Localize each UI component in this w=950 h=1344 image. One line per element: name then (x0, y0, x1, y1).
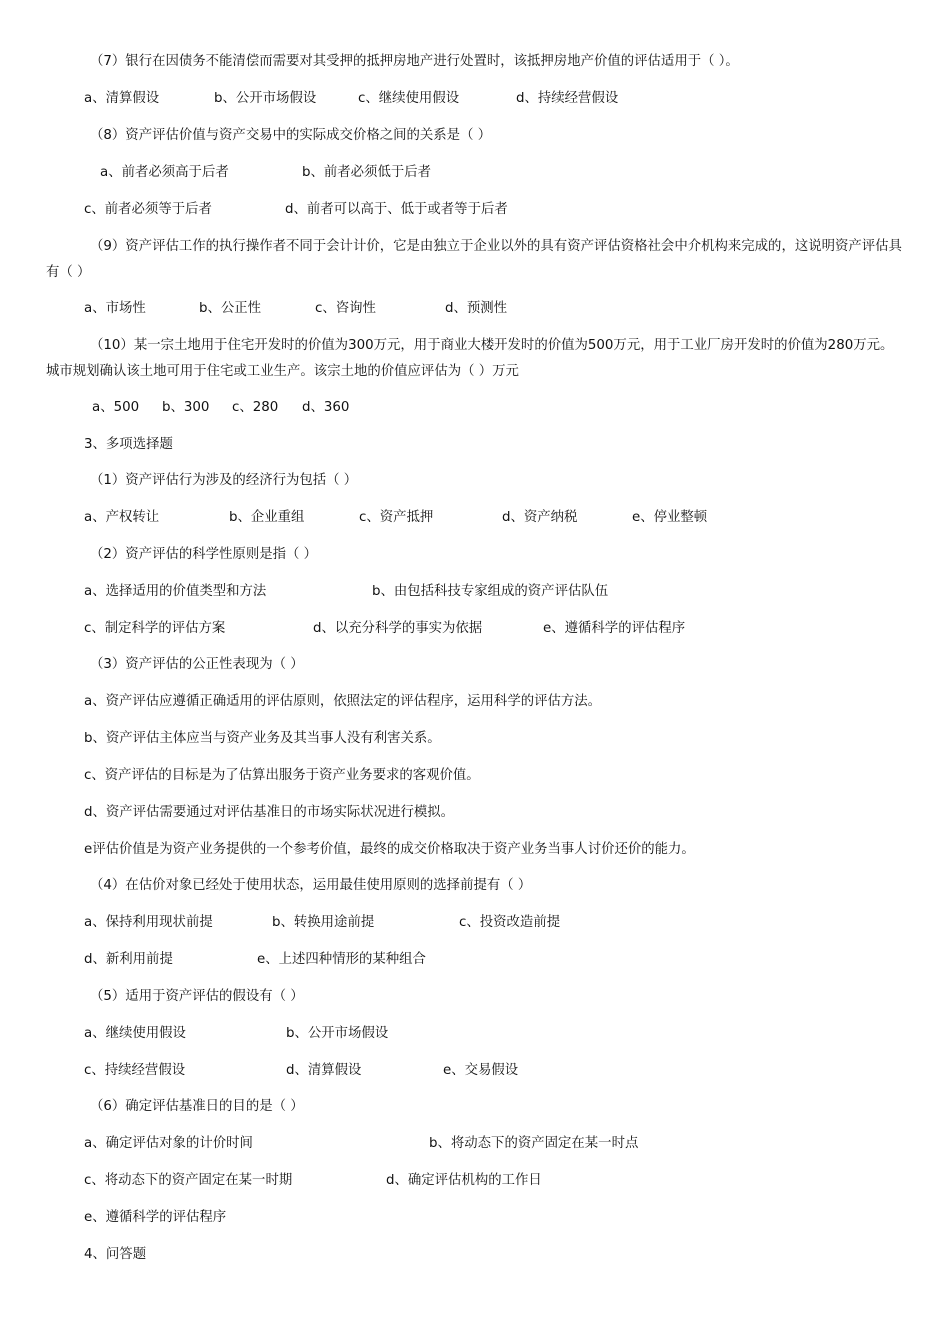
m5-option-a: a、继续使用假设 (84, 1026, 186, 1041)
m1-option-b: b、企业重组 (229, 510, 305, 525)
m5-option-c: c、持续经营假设 (84, 1063, 186, 1078)
m2-option-b: b、由包括科技专家组成的资产评估队伍 (372, 584, 609, 599)
q7-option-c: c、继续使用假设 (358, 91, 460, 106)
multi-question-3-stem: （3）资产评估的公正性表现为（ ） (90, 657, 304, 672)
m4-option-d: d、新利用前提 (84, 952, 173, 967)
q8-option-b: b、前者必须低于后者 (302, 165, 432, 180)
m4-option-c: c、投资改造前提 (459, 915, 561, 930)
multi-question-2-stem: （2）资产评估的科学性原则是指（ ） (90, 547, 318, 562)
m4-option-b: b、转换用途前提 (272, 915, 375, 930)
q9-option-a: a、市场性 (84, 301, 146, 316)
multi-question-1-stem: （1）资产评估行为涉及的经济行为包括（ ） (90, 473, 358, 488)
q7-option-b: b、公开市场假设 (214, 91, 317, 106)
q7-option-d: d、持续经营假设 (516, 91, 619, 106)
m3-option-b: b、资产评估主体应当与资产业务及其当事人没有利害关系。 (84, 731, 441, 746)
q10-option-b: b、300 (162, 400, 210, 415)
m3-option-e: e评估价值是为资产业务提供的一个参考价值，最终的成交价格取决于资产业务当事人讨价还价的能力。 (84, 842, 695, 857)
q10-option-a: a、500 (92, 400, 140, 415)
q7-option-a: a、清算假设 (84, 91, 160, 106)
m5-option-d: d、清算假设 (286, 1063, 362, 1078)
m1-option-d: d、资产纳税 (502, 510, 578, 525)
question-10-stem: （10）某一宗土地用于住宅开发时的价值为300万元，用于商业大楼开发时的价值为500万元，用于工业厂房开发时的价值为280万元。城市规划确认该土地可用于住宅或工业生产。该宗土地的价值应评估为（ ）万元 (46, 338, 894, 379)
m3-option-d: d、资产评估需要通过对评估基准日的市场实际状况进行模拟。 (84, 805, 455, 820)
q8-option-a: a、前者必须高于后者 (100, 165, 229, 180)
multi-question-6-stem: （6）确定评估基准日的目的是（ ） (90, 1099, 304, 1114)
q9-option-b: b、公正性 (199, 301, 262, 316)
q10-option-d: d、360 (302, 400, 350, 415)
m1-option-c: c、资产抵押 (359, 510, 434, 525)
q10-option-c: c、280 (232, 400, 279, 415)
question-7-stem: （7）银行在因债务不能清偿而需要对其受押的抵押房地产进行处置时，该抵押房地产价值的评估适用于（ ）。 (90, 54, 739, 69)
m6-option-a: a、确定评估对象的计价时间 (84, 1136, 253, 1151)
question-8-stem: （8）资产评估价值与资产交易中的实际成交价格之间的关系是（ ） (90, 128, 492, 143)
m3-option-c: c、资产评估的目标是为了估算出服务于资产业务要求的客观价值。 (84, 768, 480, 783)
m6-option-d: d、确定评估机构的工作日 (386, 1173, 542, 1188)
m2-option-a: a、选择适用的价值类型和方法 (84, 584, 267, 599)
multi-question-4-stem: （4）在估价对象已经处于使用状态，运用最佳使用原则的选择前提有（ ） (90, 878, 532, 893)
m6-option-e: e、遵循科学的评估程序 (84, 1210, 227, 1225)
m5-option-b: b、公开市场假设 (286, 1026, 389, 1041)
m2-option-e: e、遵循科学的评估程序 (543, 621, 686, 636)
question-9-stem: （9）资产评估工作的执行操作者不同于会计计价，它是由独立于企业以外的具有资产评估资格社会中介机构来完成的，这说明资产评估具有（ ） (46, 239, 902, 280)
m1-option-e: e、停业整顿 (632, 510, 708, 525)
m3-option-a: a、资产评估应遵循正确适用的评估原则，依照法定的评估程序，运用科学的评估方法。 (84, 694, 602, 709)
q9-option-d: d、预测性 (445, 301, 508, 316)
multi-question-5-stem: （5）适用于资产评估的假设有（ ） (90, 989, 304, 1004)
m4-option-a: a、保持利用现状前提 (84, 915, 213, 930)
q9-option-c: c、咨询性 (315, 301, 376, 316)
m2-option-d: d、以充分科学的事实为依据 (313, 621, 483, 636)
section-heading-short-answer: 4、问答题 (84, 1247, 147, 1262)
q8-option-c: c、前者必须等于后者 (84, 202, 212, 217)
m1-option-a: a、产权转让 (84, 510, 160, 525)
section-heading-multiple-choice: 3、多项选择题 (84, 437, 173, 452)
q8-option-d: d、前者可以高于、低于或者等于后者 (285, 202, 508, 217)
m2-option-c: c、制定科学的评估方案 (84, 621, 226, 636)
m5-option-e: e、交易假设 (443, 1063, 519, 1078)
m4-option-e: e、上述四种情形的某种组合 (257, 952, 426, 967)
m6-option-c: c、将动态下的资产固定在某一时期 (84, 1173, 293, 1188)
m6-option-b: b、将动态下的资产固定在某一时点 (429, 1136, 639, 1151)
